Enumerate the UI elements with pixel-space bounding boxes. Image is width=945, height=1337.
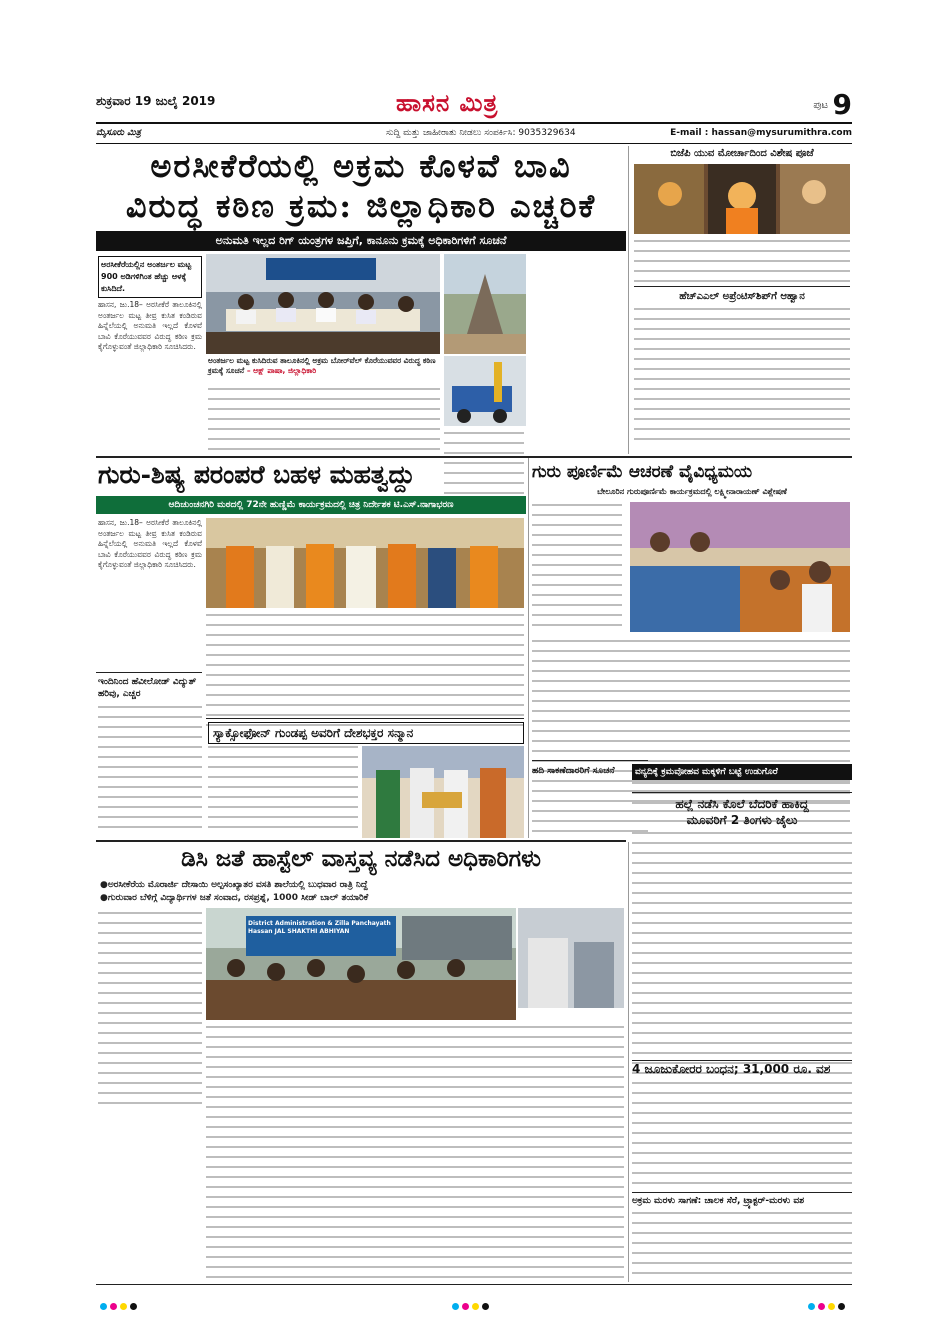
lead-photo-caption (208, 356, 440, 376)
black-dot (130, 1303, 137, 1310)
story8-rule (632, 792, 852, 793)
lead-intro-box: ಅರಸೀಕೆರೆಯಲ್ಲಿನ ಅಂತರ್ಜಲ ಮಟ್ಟ 900 ಅಡಿಗಳಿಗಿಂತ ಹೆಚ್ಚು ಆಳಕ್ಕೆ ಕುಸಿದಿದೆ. (98, 256, 202, 298)
newspaper-title: ಹಾಸನ ಮಿತ್ರ (396, 88, 499, 117)
hostel-column-1 (98, 912, 202, 1112)
sidebox-photo (634, 164, 850, 234)
subheader-bar (96, 126, 852, 142)
story10-rule (632, 1060, 852, 1061)
puja-photo-illustration (634, 164, 850, 234)
hostel-photo-2 (518, 908, 624, 1008)
meeting-photo-illustration (206, 254, 440, 354)
heavyload-headline: ಇಂದಿನಿಂದ ಹೆವೀಲೋಡ್ ವಿದ್ಯುತ್ ಹರಿವು, ಎಚ್ಚರ (98, 677, 197, 699)
guru-poornime-headline: ಗುರು ಪೂರ್ಣಿಮೆ ಆಚರಣೆ ವೈವಿಧ್ಯಮಯ (532, 462, 753, 482)
guru-shishya-photo (206, 518, 524, 608)
email-line: E-mail : hassan@mysurumithra.com (670, 128, 852, 138)
masthead (96, 88, 852, 124)
poultry-text (532, 780, 648, 840)
masthead-rule (96, 122, 852, 124)
guru-shishya-headline: ಗುರು-ಶಿಷ್ಯ ಪರಂಪರೆ ಬಹಳ ಮಹತ್ವದ್ದು (98, 460, 415, 489)
poornime-photo-illustration (630, 502, 850, 632)
sidebox-title: ಬಿಜೆಪಿ ಯುವ ಮೋರ್ಚಾದಿಂದ ವಿಶೇಷ ಪೂಜೆ (670, 148, 814, 159)
magenta-dot (110, 1303, 117, 1310)
publisher-name: ಮೈಸೂರು ಮಿತ್ರ (96, 128, 141, 138)
hal-headline: ಹೆಚ್‌ಎಎಲ್ ಅಪ್ರೆಂಟಿಸ್‌ಶಿಪ್‌ಗೆ ಆಹ್ವಾನ (679, 291, 805, 302)
cyan-dot (452, 1303, 459, 1310)
lead-caption-text: ಅಂತರ್ಜಲ ಮಟ್ಟ ಕುಸಿದಿರುವ ತಾಲೂಕಿನಲ್ಲಿ ಅಕ್ರಮ ಬೋರ್‌ವೆಲ್ ಕೊರೆಯುವವರ ವಿರುದ್ಧ ಕಠಿಣ ಕ್ರಮಕ್ಕೆ ಸೂಚನೆ (208, 356, 436, 375)
sand-headline: ಅಕ್ರಮ ಮರಳು ಸಾಗಣೆ: ಚಾಲಕ ಸೆರೆ, ಟ್ರ್ಯಾಕ್ಟರ್-ಮರಳು ವಶ (632, 1196, 805, 1206)
hostel-bullet-1: ●ಅರಸೀಕೆರೆಯ ಮೊರಾರ್ಜಿ ದೇಸಾಯಿ ಅಲ್ಪಸಂಖ್ಯಾತರ ವಸತಿ ಶಾಲೆಯಲ್ಲಿ ಬುಧವಾರ ರಾತ್ರಿ ನಿದ್ದೆ (100, 880, 368, 890)
hostel-photo (206, 908, 516, 1020)
page-bottom-rule (96, 1284, 852, 1285)
gamblers-text (632, 1082, 852, 1192)
yellow-dot (120, 1303, 127, 1310)
cyan-dot (808, 1303, 815, 1310)
contact-line: ಸುದ್ದಿ ಮತ್ತು ಜಾಹೀರಾತು ನೀಡಲು ಸಂಪರ್ಕಿಸಿ: 9035329634 (386, 128, 576, 138)
jal-shakthi-banner-text: District Administration & Zilla Panchayath Hassan JAL SHAKTHI ABHIYAN (248, 920, 391, 935)
guru-poornime-strap: ಬೇಲೂರಿನ ಗುರುಪೂರ್ಣಿಮೆ ಕಾರ್ಯಕ್ರಮದಲ್ಲಿ ಲಕ್ಷ್ಮೀನಾರಾಯಣ್ ವಿಶ್ಲೇಷಣೆ (597, 487, 787, 496)
lead-headline (96, 146, 626, 226)
clothes-gift-headline: ವನ್ಯದಿಕ್ಕೆ ಕ್ರಮವೋಹವ ಮಕ್ಕಳಿಗೆ ಬಟ್ಟೆ ಉಡುಗೊರೆ (632, 764, 852, 780)
jail-headline-line1: ಹಲ್ಲೆ ನಡೆಸಿ ಕೊಲೆ ಬೆದರಿಕೆ ಹಾಕಿದ್ದ (675, 797, 809, 811)
black-dot (482, 1303, 489, 1310)
print-registration-marks (0, 1303, 945, 1315)
borewell-photo-illustration (444, 254, 526, 354)
yellow-dot (472, 1303, 479, 1310)
poultry-headline: ಹದಿ ಸಾಕಣೆದಾರರಿಗೆ ಸೂಚನೆ (532, 766, 615, 776)
story6-rule (532, 760, 648, 761)
subheader-rule (96, 143, 852, 144)
sidebox-rule (634, 286, 850, 287)
lead-headline-line2: ವಿರುದ್ಧ ಕಠಿಣ ಕ್ರಮ: ಜಿಲ್ಲಾಧಿಕಾರಿ ಎಚ್ಚರಿಕೆ (125, 187, 597, 225)
lead-photo-meeting (206, 254, 440, 354)
saxophone-photo (362, 746, 524, 838)
ceremony-photo-illustration (206, 518, 524, 608)
jail-headline (632, 796, 852, 828)
saxophone-text (208, 746, 358, 836)
guru-shishya-columns (206, 614, 524, 734)
yellow-dot (828, 1303, 835, 1310)
lead-caption-credit: – ಆಕ್ಷ್ ಪಾಷಾ, ಜಿಲ್ಲಾಧಿಕಾರಿ (246, 366, 317, 375)
magenta-dot (462, 1303, 469, 1310)
magenta-dot (818, 1303, 825, 1310)
sand-text (632, 1212, 852, 1282)
issue-date: ಶುಕ್ರವಾರ 19 ಜುಲೈ 2019 (96, 94, 216, 108)
lead-columns-2-4 (208, 388, 440, 458)
jail-headline-line2: ಮೂವರಿಗೆ 2 ತಿಂಗಳು ಜೈಲು (686, 813, 798, 827)
page-number: 9 (832, 88, 852, 121)
column-rule (628, 146, 629, 454)
cyan-dot (100, 1303, 107, 1310)
heavyload-text (98, 706, 202, 836)
story5-rule (206, 718, 524, 719)
lead-photo-borewell (444, 254, 526, 354)
lead-strap: ಅನುಮತಿ ಇಲ್ಲದ ರಿಗ್ ಯಂತ್ರಗಳ ಜಪ್ತಿಗೆ, ಕಾನೂನು ಕ್ರಮಕ್ಕೆ ಅಧಿಕಾರಿಗಳಿಗೆ ಸೂಚನೆ (96, 231, 626, 251)
hostel-room-illustration (518, 908, 624, 1008)
guru-poornime-photo (630, 502, 850, 632)
lead-photo-rig (444, 356, 526, 426)
saxophone-headline: ಸ್ಯಾಕ್ಸೋಫೋನ್ ಗುಂಡಪ್ಪ ಅವರಿಗೆ ದೇಶಭಕ್ತರ ಸನ್ಮಾನ (208, 722, 524, 744)
hostel-bullet-2: ●ಗುರುವಾರ ಬೆಳಿಗ್ಗೆ ವಿದ್ಯಾರ್ಥಿಗಳ ಜತೆ ಸಂವಾದ, ರಸಪ್ರಶ್ನೆ, 1000 ಸೀಡ್ ಬಾಲ್ ತಯಾರಿಕೆ (100, 893, 369, 903)
column-rule-2 (528, 458, 529, 838)
rig-photo-illustration (444, 356, 526, 426)
page-label: ಪುಟ (813, 100, 828, 111)
story11-rule (632, 1192, 852, 1193)
section-rule-2 (96, 840, 626, 842)
section-rule-1 (96, 456, 852, 458)
lead-body-text: ಹಾಸನ, ಜು.18– ಅರಸೀಕೆರೆ ತಾಲೂಕಿನಲ್ಲಿ ಅಂತರ್ಜಲ ಮಟ್ಟ ತೀವ್ರ ಕುಸಿತ ಕಂಡಿರುವ ಹಿನ್ನೆಲೆಯಲ್ಲಿ ಅನುಮತಿ ಇಲ್ಲದೆ ಕೊಳವೆ ಬಾವಿ ಕೊರೆಯುವವರ ವಿರುದ್ಧ ಕಠಿಣ ಕ್ರಮ ಕೈಗೊಳ್ಳುವಂತೆ ಜಿಲ್ಲಾಧಿಕಾರಿ ಸೂಚಿಸಿದರು. (98, 300, 202, 351)
hostel-columns (206, 1026, 624, 1286)
guru-shishya-column-1 (98, 518, 202, 668)
sidebox-text (634, 240, 850, 290)
guru-poornime-column-1 (532, 504, 622, 634)
column-rule-3 (628, 842, 629, 1282)
hal-text (634, 308, 850, 448)
hostel-headline: ಡಿಸಿ ಜತೆ ಹಾಸ್ಟೆಲ್ ವಾಸ್ತವ್ಯ ನಡೆಸಿದ ಅಧಿಕಾರಿಗಳು (181, 845, 541, 872)
guru-shishya-strap: ಆದಿಚುಂಚನಗಿರಿ ಮಠದಲ್ಲಿ 72ನೇ ಹುಣ್ಣಿಮೆ ಕಾರ್ಯಕ್ರಮದಲ್ಲಿ ಚಿತ್ರ ನಿರ್ದೇಶಕ ಟಿ.ಎಸ್.ನಾಗಾಭರಣ (96, 496, 526, 514)
lead-headline-line1: ಅರಸೀಕೆರೆಯಲ್ಲಿ ಅಕ್ರಮ ಕೊಳವೆ ಬಾವಿ (150, 147, 572, 185)
gamblers-headline: 4 ಜೂಜುಕೋರರ ಬಂಧನ; 31,000 ರೂ. ವಶ (632, 1062, 831, 1076)
jail-text (632, 832, 852, 1082)
story4-rule (96, 672, 202, 673)
honour-photo-illustration (362, 746, 524, 838)
black-dot (838, 1303, 845, 1310)
guru-shishya-body: ಹಾಸನ, ಜು.18– ಅರಸೀಕೆರೆ ತಾಲೂಕಿನಲ್ಲಿ ಅಂತರ್ಜಲ ಮಟ್ಟ ತೀವ್ರ ಕುಸಿತ ಕಂಡಿರುವ ಹಿನ್ನೆಲೆಯಲ್ಲಿ ಅನುಮತಿ ಇಲ್ಲದೆ ಕೊಳವೆ ಬಾವಿ ಕೊರೆಯುವವರ ವಿರುದ್ಧ ಕಠಿಣ ಕ್ರಮ ಕೈಗೊಳ್ಳುವಂತೆ ಜಿಲ್ಲಾಧಿಕಾರಿ ಸೂಚಿಸಿದರು. (98, 518, 202, 569)
